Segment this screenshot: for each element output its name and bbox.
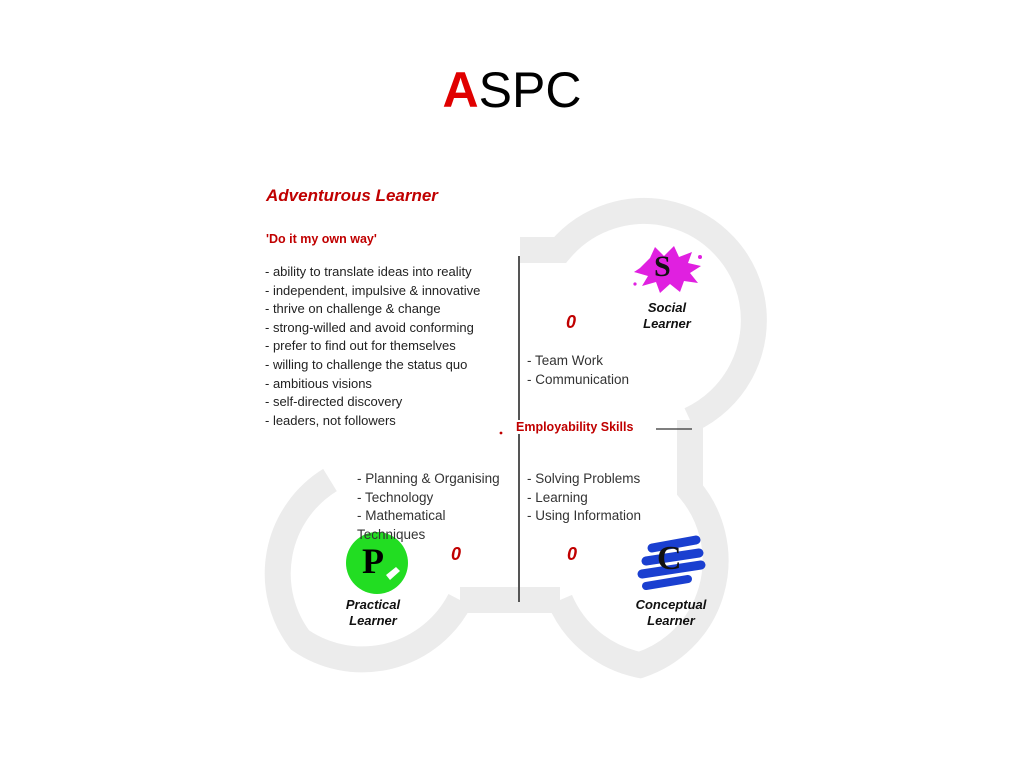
trait-item: - ability to translate ideas into reality [265,264,472,279]
skill-item: Techniques [357,526,426,542]
conceptual-label-line1: Conceptual [635,597,707,612]
skill-item: - Technology [357,489,434,505]
trait-item: - self-directed discovery [265,394,403,410]
skill-item: - Mathematical [357,508,446,524]
trait-item: - independent, impulsive & innovative [265,282,481,298]
adventurous-motto: 'Do it my own way' [266,232,377,246]
practical-label-line2: Learner [349,613,397,628]
practical-skill-list [357,470,500,544]
social-label-line2: Learner [643,316,691,331]
social-score: 0 [566,312,577,332]
trait-item: - ambitious visions [265,375,372,391]
conceptual-skill-list [527,470,641,526]
title-rest: SPC [478,62,582,118]
social-learner-label [628,300,706,332]
social-badge-letter: S [654,250,671,283]
conceptual-score: 0 [567,544,578,564]
skill-item: - Team Work [527,353,604,368]
adventurous-heading: Adventurous Learner [266,186,438,205]
practical-label-line1: Practical [345,597,401,612]
trait-item: - willing to challenge the status quo [265,356,468,372]
employability-skills-label: Employability Skills [516,420,634,434]
practical-score: 0 [451,544,462,564]
skill-item: - Learning [527,489,588,505]
trait-item: - leaders, not followers [265,412,396,428]
skill-item: - Solving Problems [527,471,641,486]
skill-item: - Using Information [527,508,642,524]
skill-item: - Planning & Organising [357,471,500,486]
trait-item: - prefer to find out for themselves [265,338,456,354]
adventurous-trait-list [265,263,480,430]
conceptual-learner-label [626,597,716,629]
trait-item: - strong-willed and avoid conforming [265,319,474,335]
practical-badge-letter: P [362,541,384,581]
practical-learner-label [333,597,413,629]
social-label-line1: Social [647,300,687,315]
social-skill-list [527,352,629,389]
title-accent: A [442,62,479,118]
conceptual-badge-letter: C [657,540,682,577]
page-title [0,58,1024,122]
axis-dot [500,432,503,435]
skill-item: - Communication [527,371,630,387]
trait-item: - thrive on challenge & change [265,301,441,317]
conceptual-label-line2: Learner [647,613,695,628]
